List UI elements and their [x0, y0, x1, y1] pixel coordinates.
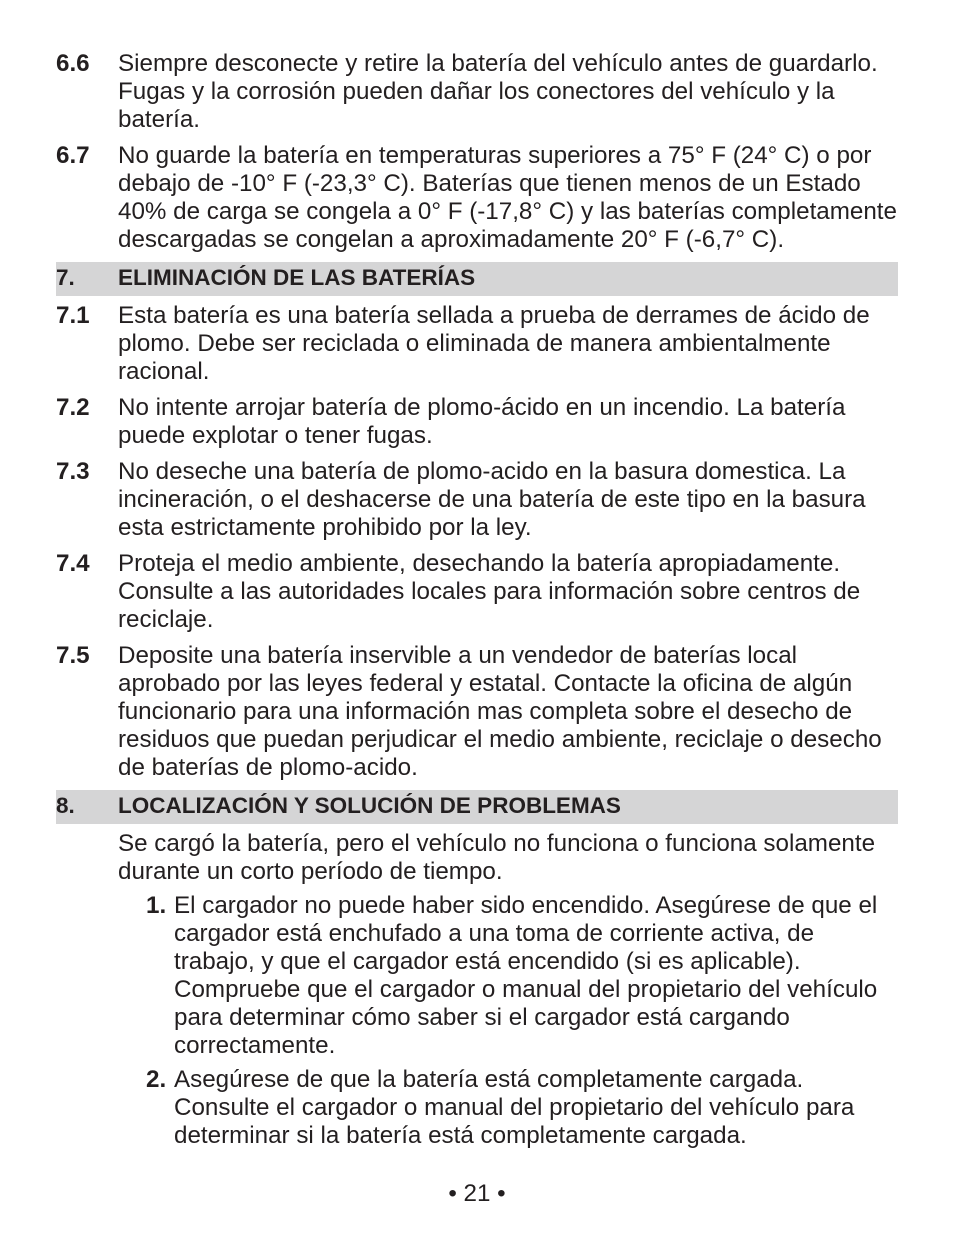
manual-page: [56, 50, 898, 1156]
list-item-7-3: [56, 458, 898, 542]
list-item-7-2: [56, 394, 898, 450]
section-number: 7.: [56, 265, 75, 290]
step-item-1: [56, 892, 898, 1060]
section-heading-7: [56, 262, 898, 296]
section-number: 8.: [56, 793, 75, 818]
item-number: 7.2: [56, 394, 90, 421]
list-item-7-5: [56, 642, 898, 782]
item-text: Siempre desconecte y retire la batería del vehículo antes de guardarlo. Fugas y la corrosión pueden dañar los conectores del vehículo y la batería.: [118, 50, 878, 133]
step-number: 2.: [146, 1066, 167, 1093]
item-text: Proteja el medio ambiente, desechando la batería apropiadamente. Consulte a las autoridades locales para información sobre centros de reciclaje.: [118, 550, 861, 633]
step-item-2: [56, 1066, 898, 1150]
section-heading-8: [56, 790, 898, 824]
page-number: • 21 •: [448, 1180, 506, 1207]
item-number: 7.5: [56, 642, 90, 669]
step-number: 1.: [146, 892, 167, 919]
item-text: No intente arrojar batería de plomo-ácido en un incendio. La batería puede explotar o tener fugas.: [118, 394, 846, 449]
step-text: El cargador no puede haber sido encendido. Asegúrese de que el cargador está enchufado a una toma de corriente activa, de trabajo, y que el cargador está encendido (si es aplicable). Compruebe que el cargador o manual del propietario del vehículo para determinar cómo saber si el cargador está cargando correctamente.: [174, 892, 878, 1059]
item-text: Esta batería es una batería sellada a prueba de derrames de ácido de plomo. Debe ser reciclada o eliminada de manera ambientalmente racional.: [118, 302, 870, 385]
section-title: LOCALIZACIÓN Y SOLUCIÓN DE PROBLEMAS: [118, 793, 621, 818]
item-number: 6.7: [56, 142, 90, 169]
list-item-6-6: [56, 50, 898, 134]
item-text: Deposite una batería inservible a un vendedor de baterías local aprobado por las leyes federal y estatal. Contacte la oficina de algún funcionario para una información mas completa sobre el desecho de residuos que puedan perjudicar el medio ambiente, reciclaje o desecho de baterías de plomo-acido.: [118, 642, 882, 781]
item-number: 6.6: [56, 50, 90, 77]
list-item-6-7: [56, 142, 898, 254]
list-item-7-1: [56, 302, 898, 386]
item-text: No guarde la batería en temperaturas superiores a 75° F (24° C) o por debajo de -10° F (-23,3° C). Baterías que tienen menos de un Estado 40% de carga se congela a 0° F (-17,8° C) y las baterías completamente descargadas se congelan a aproximadamente 20° F (-6,7° C).: [118, 142, 897, 253]
step-text: Asegúrese de que la batería está completamente cargada. Consulte el cargador o manual del propietario del vehículo para determinar si la batería está completamente cargada.: [174, 1066, 855, 1149]
list-item-7-4: [56, 550, 898, 634]
item-number: 7.1: [56, 302, 90, 329]
item-text: No deseche una batería de plomo-acido en la basura domestica. La incineración, o el deshacerse de una batería de este tipo en la basura esta estrictamente prohibido por la ley.: [118, 458, 866, 541]
item-number: 7.3: [56, 458, 90, 485]
item-number: 7.4: [56, 550, 90, 577]
section-intro: Se cargó la batería, pero el vehículo no funciona o funciona solamente durante un corto período de tiempo.: [118, 830, 876, 885]
section-title: ELIMINACIÓN DE LAS BATERÍAS: [118, 265, 476, 290]
